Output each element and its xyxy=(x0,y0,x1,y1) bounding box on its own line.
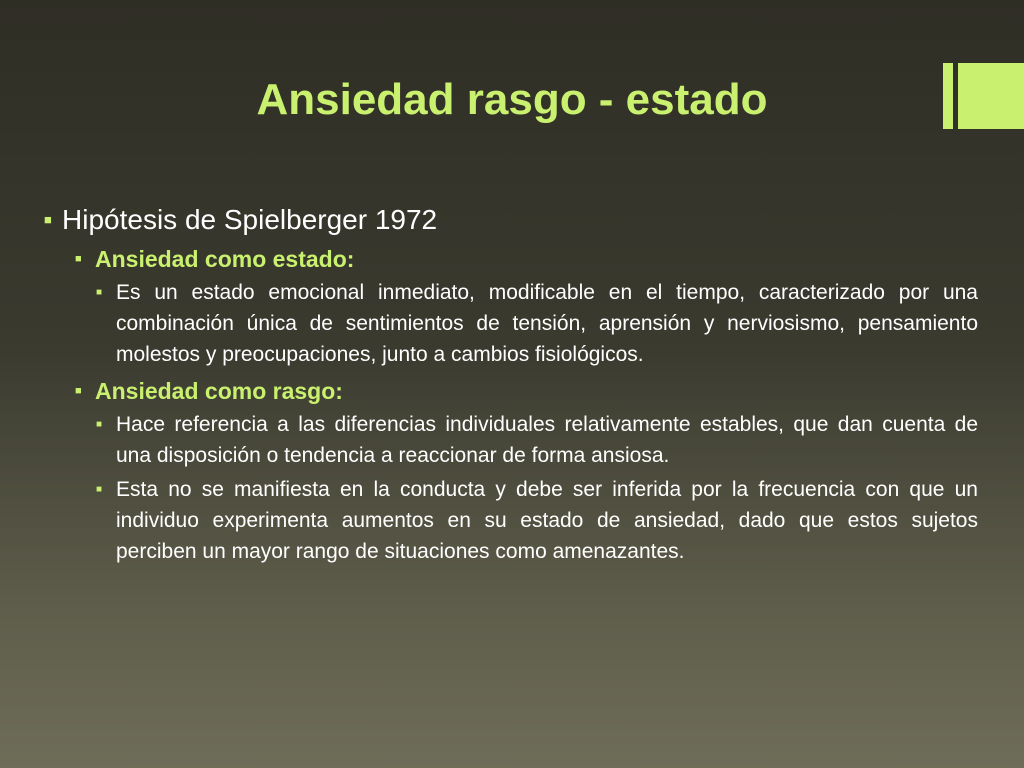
bullet-list xyxy=(44,202,978,567)
bullet-level2 xyxy=(75,376,978,406)
bullet-level1 xyxy=(44,202,978,238)
bullet-level2 xyxy=(75,244,978,274)
square-bullet-icon: ■ xyxy=(75,253,82,265)
square-bullet-icon: ■ xyxy=(96,287,103,298)
bullet-level3 xyxy=(96,409,978,471)
square-bullet-icon: ■ xyxy=(75,385,82,397)
square-bullet-icon: ■ xyxy=(96,484,103,495)
subheading: Ansiedad como rasgo: xyxy=(95,378,343,404)
bullet-text: Hace referencia a las diferencias individuales relativamente estables, que dan cuenta de una disposición o tendencia a reaccionar de forma ansiosa. xyxy=(116,413,978,467)
bullet-text: Es un estado emocional inmediato, modificable en el tiempo, caracterizado por una combinación única de sentimientos de tensión, aprensión y nerviosismo, pensamiento molestos y preocupaciones, junto a cambios fisiológicos. xyxy=(116,281,978,366)
square-bullet-icon: ■ xyxy=(96,419,103,430)
square-bullet-icon: ■ xyxy=(44,212,52,227)
slide-title: Ansiedad rasgo - estado xyxy=(256,75,768,124)
bullet-text: Esta no se manifiesta en la conducta y debe ser inferida por la frecuencia con que un individuo experimenta aumentos en su estado de ansiedad, dado que estos sujetos perciben un mayor rango de situaciones como amenazantes. xyxy=(116,478,978,563)
bullet-level3 xyxy=(96,474,978,567)
subheading: Ansiedad como estado: xyxy=(95,246,355,272)
bullet-level3 xyxy=(96,277,978,370)
bullet-text: Hipótesis de Spielberger 1972 xyxy=(62,204,438,235)
